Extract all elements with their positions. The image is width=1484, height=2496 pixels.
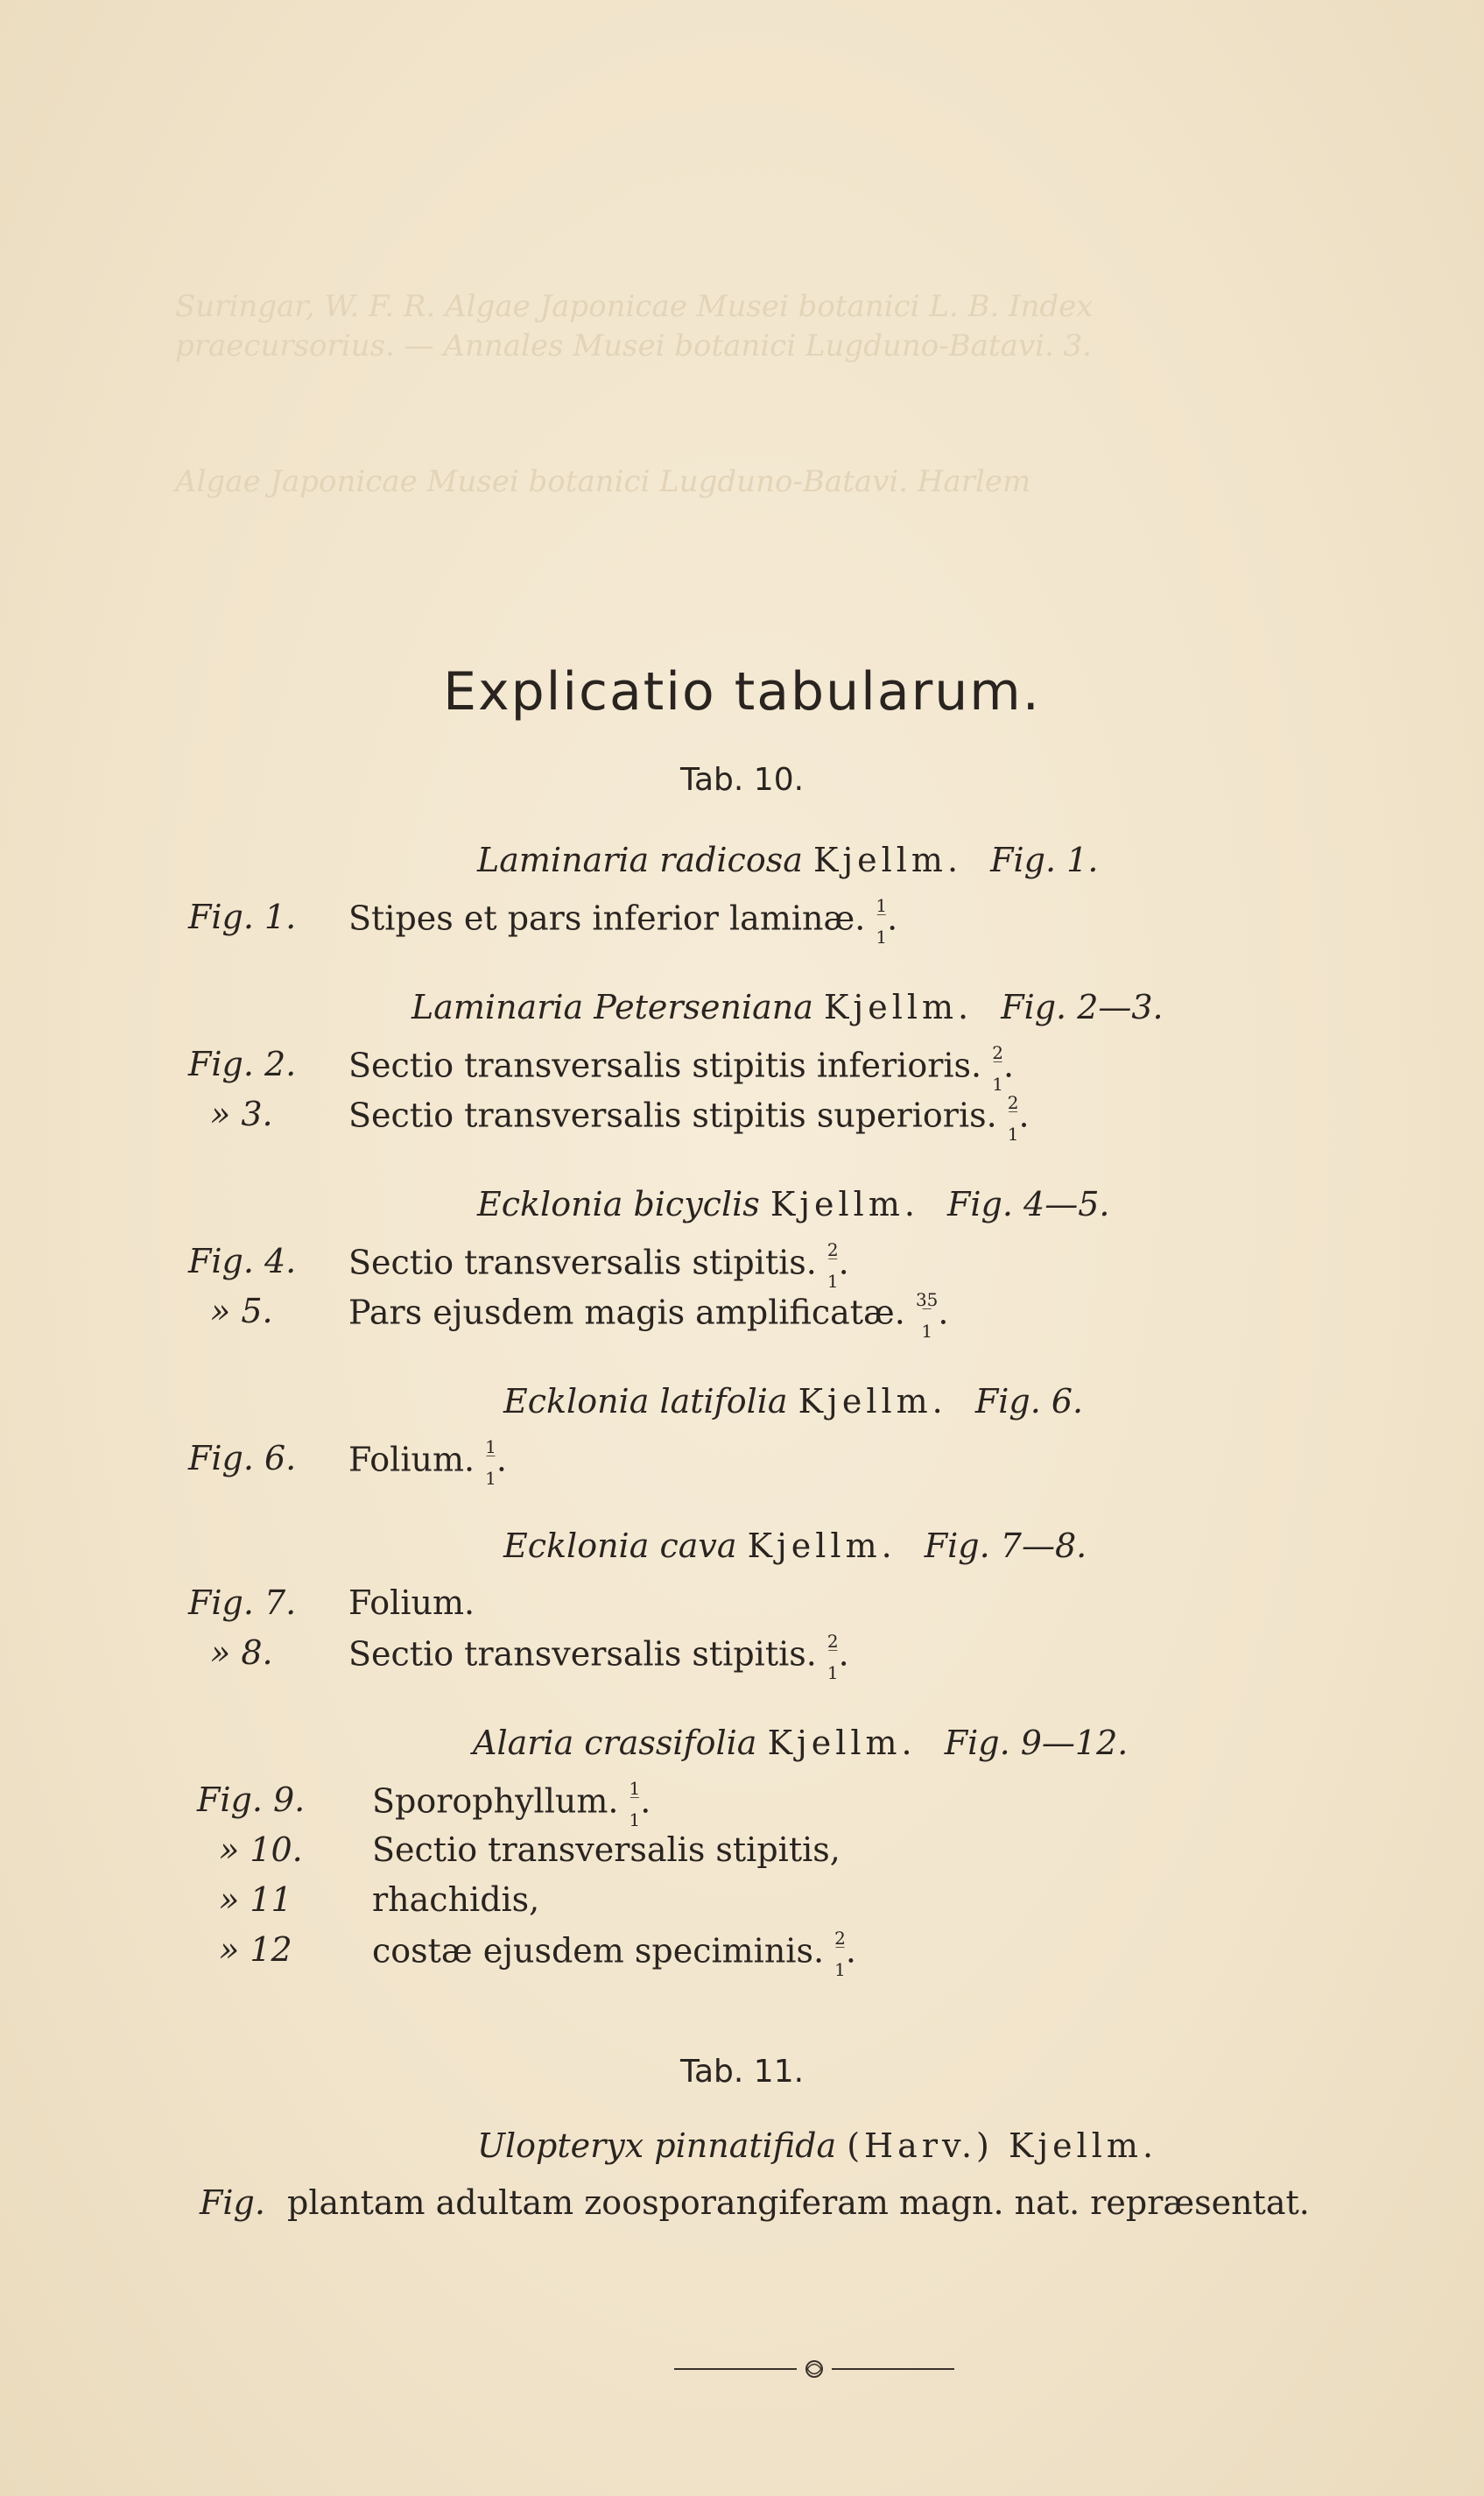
- fig-description: Folium. 1 ‾ 1 .: [348, 1436, 507, 1489]
- fig-description: rhachidis,: [372, 1880, 540, 1919]
- fig-description: plantam adultam zoosporangiferam magn. nat. repræsentat.: [287, 2183, 1310, 2222]
- fig-label: Fig. 6.: [188, 1439, 297, 1477]
- species-heading: Ecklonia bicyclis Kjellm. Fig. 4—5.: [477, 1185, 1110, 1223]
- fig-description: Pars ejusdem magis amplificatæ. 35 ‾ 1 .: [348, 1289, 949, 1342]
- fig-description: Folium.: [348, 1583, 475, 1622]
- fig-label: » 11: [219, 1880, 292, 1919]
- species-heading: Laminaria Peterseniana Kjellm. Fig. 2—3.: [411, 988, 1164, 1026]
- fig-description: Sectio transversalis stipitis inferioris. 2 ‾ 1 .: [348, 1042, 1015, 1095]
- fig-label: Fig. 9.: [197, 1780, 306, 1819]
- species-heading: Ecklonia cava Kjellm. Fig. 7—8.: [503, 1527, 1087, 1565]
- tab-heading: Tab. 10.: [679, 762, 805, 798]
- fig-description: Sectio transversalis stipitis. 2 ‾ 1 .: [348, 1239, 849, 1292]
- fig-label: » 8.: [210, 1633, 273, 1672]
- fig-label: » 5.: [210, 1292, 273, 1330]
- fig-description: Sectio transversalis stipitis. 2 ‾ 1 .: [348, 1631, 849, 1683]
- fig-description: Stipes et pars inferior laminæ. 1 ‾ 1 .: [348, 895, 898, 948]
- fig-label: Fig. 1.: [188, 898, 297, 936]
- fig-label: Fig. 4.: [188, 1242, 297, 1280]
- fig-label: Fig. 7.: [188, 1583, 297, 1622]
- scale-fraction: 1 ‾ 1: [876, 895, 888, 948]
- bleed-through-text: Algae Japonicae Musei botanici Lugduno-Batavi. Harlem: [175, 464, 1031, 499]
- fig-label: » 12: [219, 1930, 292, 1969]
- fig-description: costæ ejusdem speciminis. 2 ‾ 1 .: [372, 1928, 856, 1980]
- tab-heading: Tab. 11.: [679, 2054, 805, 2090]
- species-heading: Alaria crassifolia Kjellm. Fig. 9—12.: [473, 1724, 1129, 1762]
- page-title: Explicatio tabularum.: [443, 661, 1041, 723]
- fig-description: Sporophyllum. 1 ‾ 1 .: [372, 1778, 651, 1830]
- ornament-divider: [674, 2356, 954, 2382]
- species-heading: Ecklonia latifolia Kjellm. Fig. 6.: [503, 1382, 1084, 1421]
- fig-label: » 3.: [210, 1095, 273, 1133]
- fig-label: » 10.: [219, 1830, 303, 1869]
- bleed-through-text: praecursorius. — Annales Musei botanici Lugduno-Batavi. 3.: [175, 328, 1092, 363]
- fig-label: Fig. 2.: [188, 1045, 297, 1083]
- fig-label: Fig.: [200, 2183, 265, 2222]
- fig-description: Sectio transversalis stipitis,: [372, 1830, 840, 1869]
- species-heading: Laminaria radicosa Kjellm. Fig. 1.: [477, 841, 1099, 879]
- fig-description: Sectio transversalis stipitis superioris. 2 ‾ 1 .: [348, 1092, 1030, 1145]
- species-heading: Ulopteryx pinnatifida (Harv.) Kjellm.: [477, 2126, 1158, 2165]
- bleed-through-text: Suringar, W. F. R. Algae Japonicae Musei botanici L. B. Index: [175, 289, 1094, 324]
